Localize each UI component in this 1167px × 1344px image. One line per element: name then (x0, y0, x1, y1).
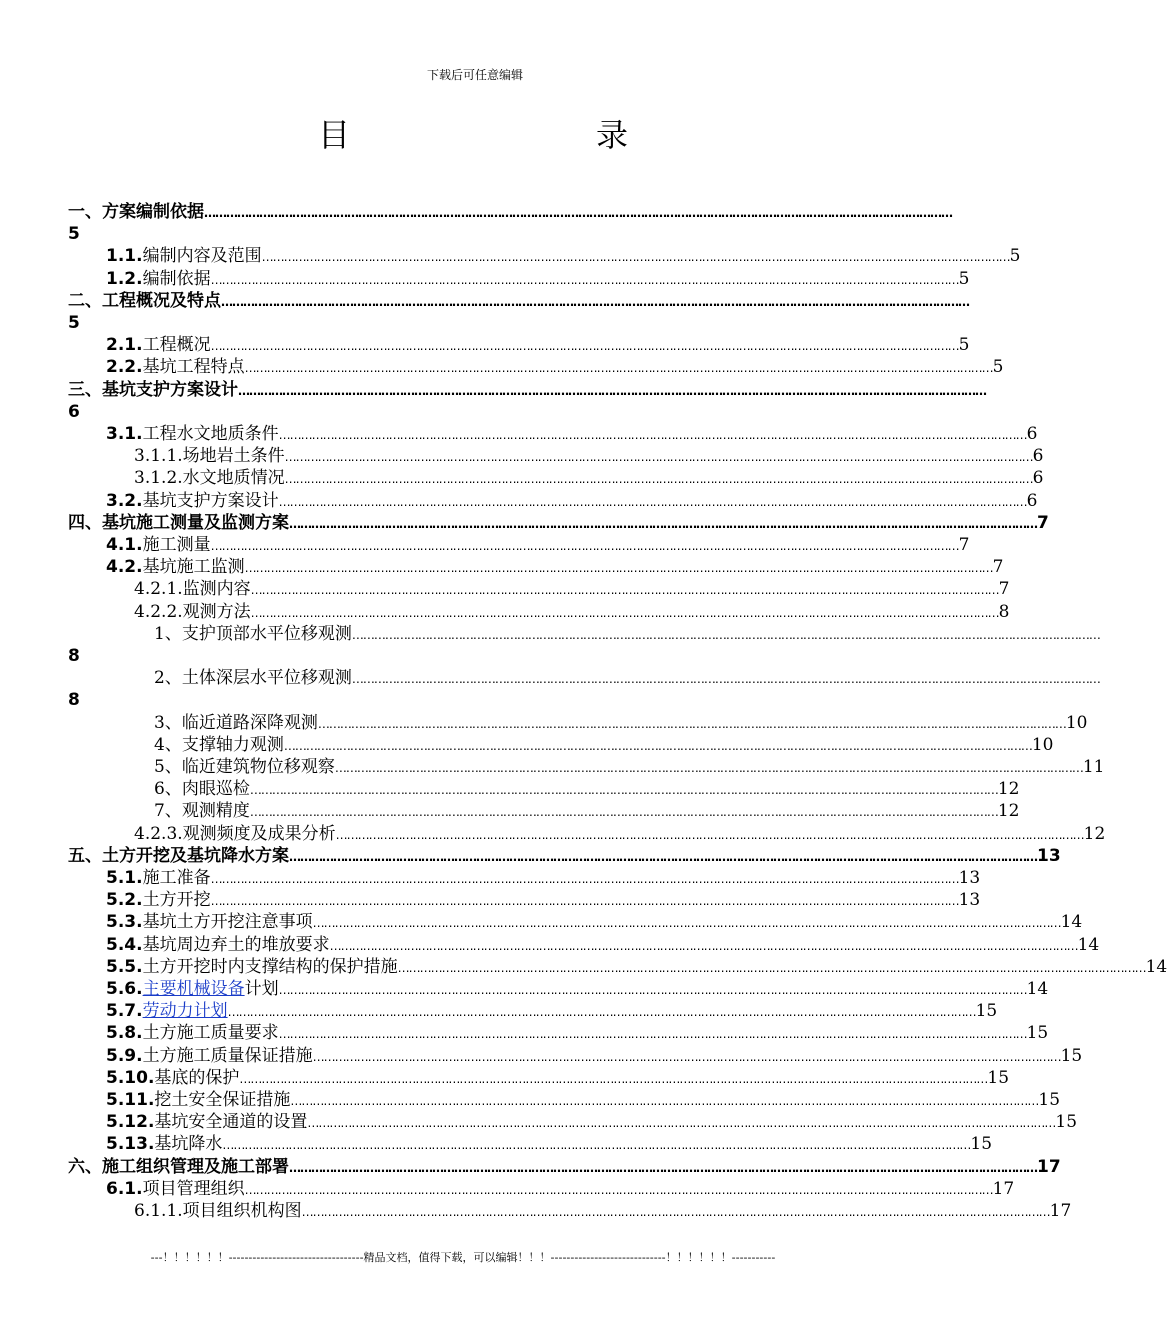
toc-entry-label (154, 799, 250, 823)
toc-entry[interactable] (106, 333, 970, 357)
toc-page-number: 5 (958, 268, 970, 289)
toc-entry-label (106, 555, 245, 579)
toc-entry-number: 4.1. (106, 535, 143, 555)
toc-entry-text: 基坑安全通道的设置 (154, 1112, 308, 1133)
toc-leader-dots: …………………………………………………………………………………………………………………………………………………………………………………… (351, 672, 1100, 687)
toc-entry-text: 土方开挖 (142, 890, 211, 911)
toc-leader-dots: …………………………………………………………………………………………………………………………………………………………………………………… (334, 761, 1083, 775)
toc-page-number: 5 (1009, 246, 1021, 267)
toc-entry-label (68, 378, 238, 402)
toc-entry-text: 基底的保护 (154, 1067, 240, 1088)
toc-entry-label (106, 489, 279, 513)
toc-leader-dots: …………………………………………………………………………………………………………………………………………………………………………………… (210, 339, 959, 354)
toc-entry-text: 6.1.1.项目组织机构图 (134, 1201, 302, 1221)
toc-entry-label (106, 333, 211, 357)
toc-entry[interactable] (106, 1132, 993, 1156)
toc-leader-dots: …………………………………………………………………………………………………………………………………………………………………………………… (284, 472, 1033, 487)
toc-leader-dots: …………………………………………………………………………………………………………………………………………………………………………………… (238, 383, 986, 398)
toc-entry[interactable] (154, 733, 1054, 757)
toc-entry-number: 5.3. (106, 912, 143, 933)
toc-page-number: 6 (1032, 468, 1044, 489)
toc-page-number: 15 (1026, 1023, 1049, 1044)
toc-entry-text: 基坑支护方案设计 (142, 490, 279, 511)
toc-page-number: 6 (1032, 446, 1044, 467)
toc-entry-number: 5.10. (106, 1067, 155, 1088)
toc-entry-number: 5.4. (106, 934, 143, 955)
toc-entry[interactable] (68, 378, 986, 402)
toc-entry-text: 基坑土方开挖注意事项 (142, 912, 313, 933)
toc-page-number: 5 (68, 313, 80, 333)
toc-entry[interactable] (106, 866, 981, 890)
toc-page-number: 8 (68, 646, 80, 666)
toc-entry-number: 6.1. (106, 1178, 143, 1199)
toc-page-number: 7 (992, 557, 1004, 578)
toc-entry-text: 基坑周边弃土的堆放要求 (142, 934, 330, 955)
toc-entry-label (68, 1155, 289, 1179)
toc-entry-text: 4.2.3.观测频度及成果分析 (134, 823, 336, 844)
toc-leader-dots: …………………………………………………………………………………………………………………………………………………………………………………… (222, 1138, 971, 1153)
toc-entry-text: 施工测量 (142, 535, 211, 555)
toc-page-number: 8 (998, 601, 1010, 622)
toc-entry-text: 3.1.2.水文地质情况 (134, 468, 285, 489)
toc-entry-number: 5.7. (106, 1001, 143, 1022)
toc-entry-label (106, 1177, 245, 1201)
toc-entry-label (106, 999, 228, 1023)
toc-page-number: 15 (1055, 1112, 1078, 1133)
toc-entry-label (68, 200, 204, 224)
toc-page-number: 6 (1026, 490, 1038, 511)
toc-leader-dots: …………………………………………………………………………………………………………………………………………………………………………………… (397, 960, 1146, 975)
toc-entry-text: 4.2.1.监测内容 (134, 579, 251, 600)
toc-leader-dots: …………………………………………………………………………………………………………………………………………………………………………………… (221, 294, 969, 309)
toc-page-number: 12 (997, 801, 1020, 822)
toc-entry[interactable] (134, 600, 1010, 624)
toc-leader-dots: …………………………………………………………………………………………………………………………………………………………………………………… (317, 716, 1066, 731)
toc-entry-number: 5.12. (106, 1112, 155, 1133)
toc-entry-label (134, 577, 251, 601)
toc-page-number: 17 (992, 1178, 1015, 1199)
toc-entry-label (106, 866, 211, 890)
toc-page-number: 14 (1145, 956, 1167, 977)
toc-entry[interactable] (106, 999, 998, 1023)
toc-entry[interactable] (106, 422, 1038, 446)
toc-entry-label (154, 622, 352, 646)
toc-entry[interactable] (106, 977, 1049, 1001)
toc-leader-dots: …………………………………………………………………………………………………………………………………………………………………………………… (210, 272, 959, 287)
toc-entry-label (106, 422, 279, 446)
toc-entry-link[interactable]: 主要机械设备 (142, 979, 245, 999)
toc-entry-label (106, 267, 211, 291)
toc-leader-dots: …………………………………………………………………………………………………………………………………………………………………………………… (284, 450, 1033, 465)
toc-page-number: 7 (1037, 512, 1049, 533)
toc-leader-dots: …………………………………………………………………………………………………………………………………………………………………………………… (204, 206, 952, 220)
toc-entry-label (68, 511, 289, 535)
toc-entry-label (154, 755, 335, 779)
page-header: 下载后可任意编辑 (426, 68, 523, 82)
toc-leader-dots: …………………………………………………………………………………………………………………………………………………………………………………… (351, 627, 1100, 642)
toc-entry-number: 2.1. (106, 335, 143, 356)
toc-page-number: 15 (1060, 1045, 1083, 1066)
toc-entry-number: 5.9. (106, 1045, 143, 1066)
toc-entry-number: 4.2. (106, 557, 143, 578)
toc-leader-dots: …………………………………………………………………………………………………………………………………………………………………………………… (278, 494, 1027, 509)
toc-entry-text: 7、观测精度 (154, 801, 250, 822)
toc-entry-label (154, 666, 352, 690)
toc-leader-dots: …………………………………………………………………………………………………………………………………………………………………………………… (239, 1071, 988, 1086)
toc-entry-text: 2、土体深层水平位移观测 (154, 668, 352, 689)
toc-leader-dots: …………………………………………………………………………………………………………………………………………………………………………………… (210, 894, 959, 909)
toc-entry[interactable] (106, 1044, 1083, 1068)
toc-entry-text: 基坑降水 (154, 1134, 223, 1155)
toc-entry[interactable] (68, 511, 1049, 535)
toc-entry[interactable] (106, 933, 1100, 957)
toc-entry-label (106, 355, 245, 379)
toc-page-number: 15 (975, 1001, 998, 1022)
toc-entry-number: 5.6. (106, 979, 143, 999)
toc-leader-dots: …………………………………………………………………………………………………………………………………………………………………………………… (210, 872, 959, 886)
toc-entry-label (134, 466, 285, 490)
toc-entry-label (106, 910, 313, 934)
toc-entry-label (106, 955, 398, 979)
toc-entry[interactable] (134, 822, 1106, 846)
toc-entry-label (68, 289, 221, 313)
title-char-left: 目 (318, 116, 351, 154)
toc-leader-dots: …………………………………………………………………………………………………………………………………………………………………………………… (289, 849, 1037, 864)
toc-page-number: 10 (1065, 712, 1088, 733)
toc-entry-text: 计划 (244, 979, 279, 999)
toc-entry[interactable] (106, 555, 1004, 579)
toc-entry-text: 一、方案编制依据 (68, 202, 204, 222)
toc-entry-number: 3.2. (106, 490, 143, 511)
toc-page-number: 15 (970, 1134, 993, 1155)
toc-entry-text: 工程水文地质条件 (142, 424, 279, 444)
toc-leader-dots: …………………………………………………………………………………………………………………………………………………………………………………… (307, 1116, 1056, 1131)
toc-entry[interactable] (106, 533, 970, 557)
toc-entry[interactable] (154, 711, 1088, 735)
toc-entry[interactable] (154, 666, 1100, 690)
toc-entry-number: 3.1. (106, 424, 143, 444)
toc-page-number: 7 (998, 579, 1010, 600)
toc-entry-text: 4、支撑轴力观测 (154, 734, 284, 755)
toc-entry[interactable] (68, 289, 969, 313)
toc-page-number: 6 (68, 401, 80, 422)
toc-entry-text: 3、临近道路深降观测 (154, 712, 318, 733)
page-footer: ---！！！！！！----------------------------------精品文档，值得下载，可以编辑！！！-----------------------------！！！！！！----------- (150, 1251, 776, 1264)
toc-page-number: 15 (987, 1067, 1010, 1088)
toc-entry-label (106, 1066, 239, 1090)
toc-entry-number: 2.2. (106, 357, 143, 378)
toc-entry[interactable] (106, 267, 970, 291)
toc-entry-label (106, 1088, 290, 1112)
toc-leader-dots: …………………………………………………………………………………………………………………………………………………………………………………… (249, 805, 998, 820)
toc-entry-label (154, 711, 318, 735)
toc-entry-number: 5.8. (106, 1023, 143, 1044)
toc-page-number: 14 (1077, 934, 1100, 955)
toc-entry-label (106, 244, 262, 268)
toc-leader-dots: …………………………………………………………………………………………………………………………………………………………………………………… (289, 1160, 1037, 1175)
toc-entry[interactable] (106, 355, 1004, 379)
toc-entry[interactable] (134, 444, 1044, 468)
toc-leader-dots: …………………………………………………………………………………………………………………………………………………………………………………… (250, 605, 999, 620)
toc-page-number: 5 (958, 335, 970, 356)
toc-entry-number: 5.11. (106, 1090, 155, 1110)
toc-entry-label (106, 888, 211, 912)
toc-entry-text: 6、肉眼巡检 (154, 779, 250, 800)
toc-page-number: 12 (1083, 823, 1106, 844)
toc-entry-label (134, 822, 336, 846)
toc-entry-text: 五、土方开挖及基坑降水方案 (68, 845, 289, 866)
toc-entry-text: 编制依据 (142, 268, 211, 289)
toc-entry[interactable] (106, 489, 1038, 513)
toc-entry[interactable] (154, 777, 1020, 801)
toc-leader-dots: …………………………………………………………………………………………………………………………………………………………………………………… (312, 1049, 1061, 1064)
toc-entry-label (134, 1199, 302, 1223)
toc-page-number: 5 (992, 357, 1004, 378)
toc-title (0, 110, 950, 160)
toc-entry[interactable] (106, 1088, 1061, 1112)
toc-page-number: 7 (958, 535, 970, 555)
toc-entry[interactable] (154, 755, 1105, 779)
toc-entry-text: 挖土安全保证措施 (154, 1090, 291, 1110)
toc-page-number: 14 (1060, 912, 1083, 933)
toc-entry[interactable] (106, 244, 1021, 268)
toc-entry[interactable] (106, 1066, 1010, 1090)
toc-leader-dots: …………………………………………………………………………………………………………………………………………………………………………………… (249, 783, 998, 798)
toc-entry-text: 工程概况 (142, 335, 211, 356)
toc-entry-text: 三、基坑支护方案设计 (68, 379, 238, 400)
toc-entry-label (106, 977, 279, 1001)
toc-entry[interactable] (106, 910, 1083, 934)
toc-entry-text: 基坑施工监测 (142, 557, 245, 578)
toc-entry-text: 3.1.1.场地岩土条件 (134, 446, 285, 467)
toc-entry-text: 土方施工质量要求 (142, 1023, 279, 1044)
toc-entry-label (154, 777, 250, 801)
toc-entry-label (154, 733, 284, 757)
toc-leader-dots: …………………………………………………………………………………………………………………………………………………………………………………… (210, 539, 959, 553)
toc-page-number: 13 (1037, 845, 1061, 866)
toc-leader-dots: …………………………………………………………………………………………………………………………………………………………………………………… (290, 1094, 1039, 1108)
toc-page-number: 14 (1026, 979, 1049, 999)
toc-entry-label (106, 1021, 279, 1045)
toc-leader-dots: …………………………………………………………………………………………………………………………………………………………………………………… (335, 827, 1084, 842)
toc-entry[interactable] (106, 888, 981, 912)
toc-entry-text: 土方开挖时内支撑结构的保护措施 (142, 956, 398, 977)
toc-entry-text: 项目管理组织 (142, 1178, 245, 1199)
toc-entry-text: 施工准备 (142, 868, 211, 888)
toc-leader-dots: …………………………………………………………………………………………………………………………………………………………………………………… (278, 1027, 1027, 1042)
toc-entry[interactable] (106, 1110, 1078, 1134)
toc-entry-label (106, 1110, 307, 1134)
toc-leader-dots: …………………………………………………………………………………………………………………………………………………………………………………… (244, 561, 993, 576)
toc-leader-dots: …………………………………………………………………………………………………………………………………………………………………………………… (301, 1205, 1050, 1219)
toc-entry-label (106, 933, 330, 957)
toc-entry-text: 4.2.2.观测方法 (134, 601, 251, 622)
toc-entry-text: 1、支护顶部水平位移观测 (154, 623, 352, 644)
toc-leader-dots: …………………………………………………………………………………………………………………………………………………………………………………… (261, 250, 1010, 265)
toc-entry-text: 四、基坑施工测量及监测方案 (68, 512, 289, 533)
toc-page-number: 13 (958, 868, 981, 888)
toc-entry[interactable] (134, 466, 1044, 490)
toc-entry[interactable] (154, 799, 1020, 823)
toc-entry-text: 六、施工组织管理及施工部署 (68, 1156, 289, 1177)
toc-leader-dots: …………………………………………………………………………………………………………………………………………………………………………………… (227, 1005, 976, 1020)
toc-entry-number: 5.1. (106, 868, 143, 888)
toc-page-number: 15 (1038, 1090, 1061, 1110)
toc-entry-text: 二、工程概况及特点 (68, 290, 221, 311)
toc-entry-label (134, 600, 251, 624)
toc-entry-label (68, 844, 289, 868)
toc-entry[interactable] (106, 1177, 1015, 1201)
toc-page-number: 17 (1049, 1201, 1072, 1221)
toc-entry[interactable] (134, 1199, 1072, 1223)
toc-page-number: 12 (997, 779, 1020, 800)
toc-entry[interactable] (68, 844, 1061, 868)
toc-page-number: 17 (1037, 1156, 1061, 1177)
toc-leader-dots: …………………………………………………………………………………………………………………………………………………………………………………… (244, 361, 993, 376)
title-char-right: 录 (596, 116, 629, 154)
toc-page-number: 10 (1031, 734, 1054, 755)
toc-entry-number: 5.13. (106, 1134, 155, 1155)
toc-entry-text: 5、临近建筑物位移观察 (154, 757, 335, 777)
toc-entry-number: 5.5. (106, 956, 143, 977)
toc-entry-label (106, 533, 211, 557)
toc-page-number: 11 (1082, 757, 1105, 777)
toc-entry-number: 1.1. (106, 246, 143, 267)
toc-entry-label (106, 1132, 222, 1156)
toc-leader-dots: …………………………………………………………………………………………………………………………………………………………………………………… (289, 516, 1037, 531)
toc-entry[interactable] (106, 1021, 1049, 1045)
toc-leader-dots: …………………………………………………………………………………………………………………………………………………………………………………… (283, 738, 1032, 753)
toc-leader-dots: …………………………………………………………………………………………………………………………………………………………………………………… (329, 938, 1078, 953)
toc-leader-dots: …………………………………………………………………………………………………………………………………………………………………………………… (250, 583, 999, 598)
toc-page-number: 13 (958, 890, 981, 911)
toc-leader-dots: …………………………………………………………………………………………………………………………………………………………………………………… (278, 428, 1027, 442)
toc-entry[interactable] (154, 622, 1100, 646)
toc-entry-number: 5.2. (106, 890, 143, 911)
toc-entry-label (106, 1044, 313, 1068)
toc-page-number: 5 (68, 224, 80, 245)
toc-page-number: 6 (1026, 424, 1038, 444)
toc-leader-dots: …………………………………………………………………………………………………………………………………………………………………………………… (312, 916, 1061, 931)
toc-leader-dots: …………………………………………………………………………………………………………………………………………………………………………………… (278, 983, 1027, 997)
toc-page-number: 8 (68, 690, 80, 711)
toc-entry-label (134, 444, 285, 468)
toc-entry-text: 编制内容及范围 (142, 246, 262, 267)
toc-entry-text: 基坑工程特点 (142, 357, 245, 378)
toc-entry-text: 土方施工质量保证措施 (142, 1045, 313, 1066)
toc-entry[interactable] (68, 200, 952, 224)
toc-entry[interactable] (68, 1155, 1061, 1179)
toc-entry-number: 1.2. (106, 268, 143, 289)
toc-entry-link[interactable]: 劳动力计划 (142, 1001, 228, 1022)
toc-entry[interactable] (134, 577, 1010, 601)
toc-entry[interactable] (106, 955, 1167, 979)
toc-leader-dots: …………………………………………………………………………………………………………………………………………………………………………………… (244, 1182, 993, 1197)
